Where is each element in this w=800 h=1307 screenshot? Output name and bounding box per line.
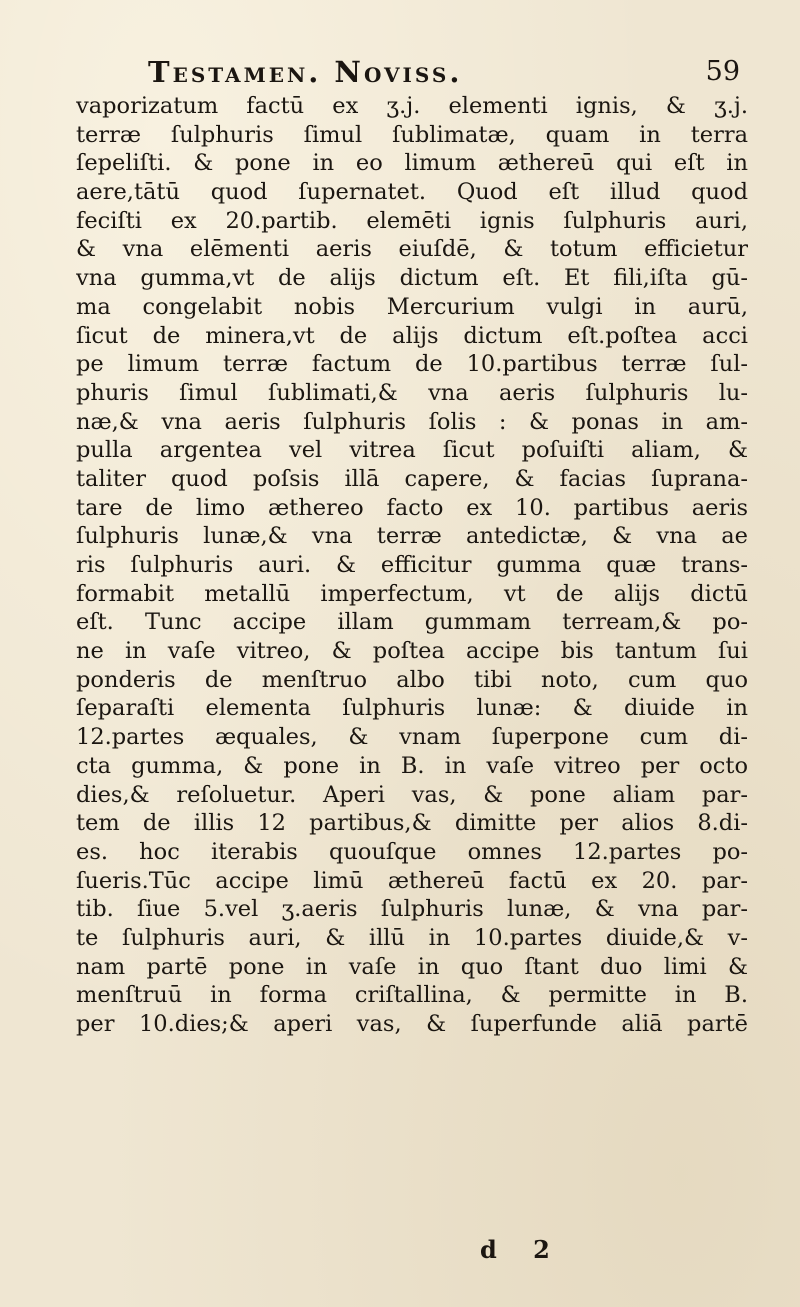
text-line: formabit metallū imperfectum, vt de alijs dictū bbox=[76, 580, 748, 607]
text-line: taliter quod poſsis illā capere, & facias ſuprana- bbox=[76, 465, 748, 492]
text-line: tem de illis 12 partibus,& dimitte per alios 8.di- bbox=[76, 810, 748, 837]
text-line: pulla argentea vel vitrea ſicut poſuiſti aliam, & bbox=[76, 437, 748, 464]
text-line: ris ſulphuris auri. & efficitur gumma quæ trans- bbox=[76, 552, 748, 578]
text-line: terræ ſulphuris ſimul ſublimatæ, quam in terra bbox=[76, 121, 748, 148]
text-line: eſt. Tunc accipe illam gummam terream,& po- bbox=[76, 609, 748, 636]
text-line: pe limum terræ factum de 10.partibus terræ ſul- bbox=[76, 351, 748, 378]
text-line: & vna elēmenti aeris eiuſdē, & totum efficietur bbox=[76, 236, 748, 263]
text-line: per 10.dies;& aperi vas, & ſuperfunde aliā partē bbox=[76, 1011, 748, 1037]
text-line: ponderis de menſtruo albo tibi noto, cum quo bbox=[76, 666, 748, 693]
text-line: ſueris.Tūc accipe limū æthereū factū ex 20. par- bbox=[76, 867, 748, 894]
text-line: ſicut de minera,vt de alijs dictum eſt.poſtea acci bbox=[76, 322, 748, 349]
text-line: tib. ſiue 5.vel ʒ.aeris ſulphuris lunæ, & vna par- bbox=[76, 896, 748, 923]
text-line: aere,tātū quod ſupernatet. Quod eſt illud quod bbox=[76, 179, 748, 206]
running-title: Testamen. Noviss. bbox=[148, 55, 463, 89]
page-number: 59 bbox=[705, 56, 740, 87]
text-line: næ,& vna aeris ſulphuris ſolis : & ponas in am- bbox=[76, 408, 748, 435]
text-line: cta gumma, & pone in B. in vaſe vitreo per octo bbox=[76, 752, 748, 779]
signature-mark: d 2 bbox=[480, 1235, 564, 1264]
text-line: ſulphuris lunæ,& vna terræ antedictæ, & vna ae bbox=[76, 523, 748, 550]
text-line: te ſulphuris auri, & illū in 10.partes diuide,& v- bbox=[76, 924, 748, 951]
text-line: phuris ſimul ſublimati,& vna aeris ſulphuris lu- bbox=[76, 379, 748, 406]
text-line: 12.partes æquales, & vnam ſuperpone cum di- bbox=[76, 724, 748, 751]
text-line: dies,& reſoluetur. Aperi vas, & pone aliam par- bbox=[76, 781, 748, 808]
body-text bbox=[76, 92, 748, 1039]
text-line: menſtruū in forma criſtallina, & permitte in B. bbox=[76, 982, 748, 1009]
text-line: ma congelabit nobis Mercurium vulgi in aurū, bbox=[76, 293, 748, 320]
text-line: vaporizatum factū ex ʒ.j. elementi ignis, & ʒ.j. bbox=[76, 93, 748, 119]
text-line: nam partē pone in vaſe in quo ſtant duo limi & bbox=[76, 953, 748, 980]
text-line: ſeparaſti elementa ſulphuris lunæ: & diuide in bbox=[76, 695, 748, 722]
text-line: ne in vaſe vitreo, & poſtea accipe bis tantum ſui bbox=[76, 638, 748, 665]
text-line: feciſti ex 20.partib. elemēti ignis ſulphuris auri, bbox=[76, 207, 748, 234]
text-line: tare de limo æthereo facto ex 10. partibus aeris bbox=[76, 494, 748, 521]
text-line: ſepeliſti. & pone in eo limum æthereū qui eſt in bbox=[76, 150, 748, 177]
page-header bbox=[80, 52, 740, 92]
text-line: vna gumma,vt de alijs dictum eſt. Et fili,iſta gū- bbox=[76, 265, 748, 292]
text-line: es. hoc iterabis quouſque omnes 12.partes po- bbox=[76, 838, 748, 865]
